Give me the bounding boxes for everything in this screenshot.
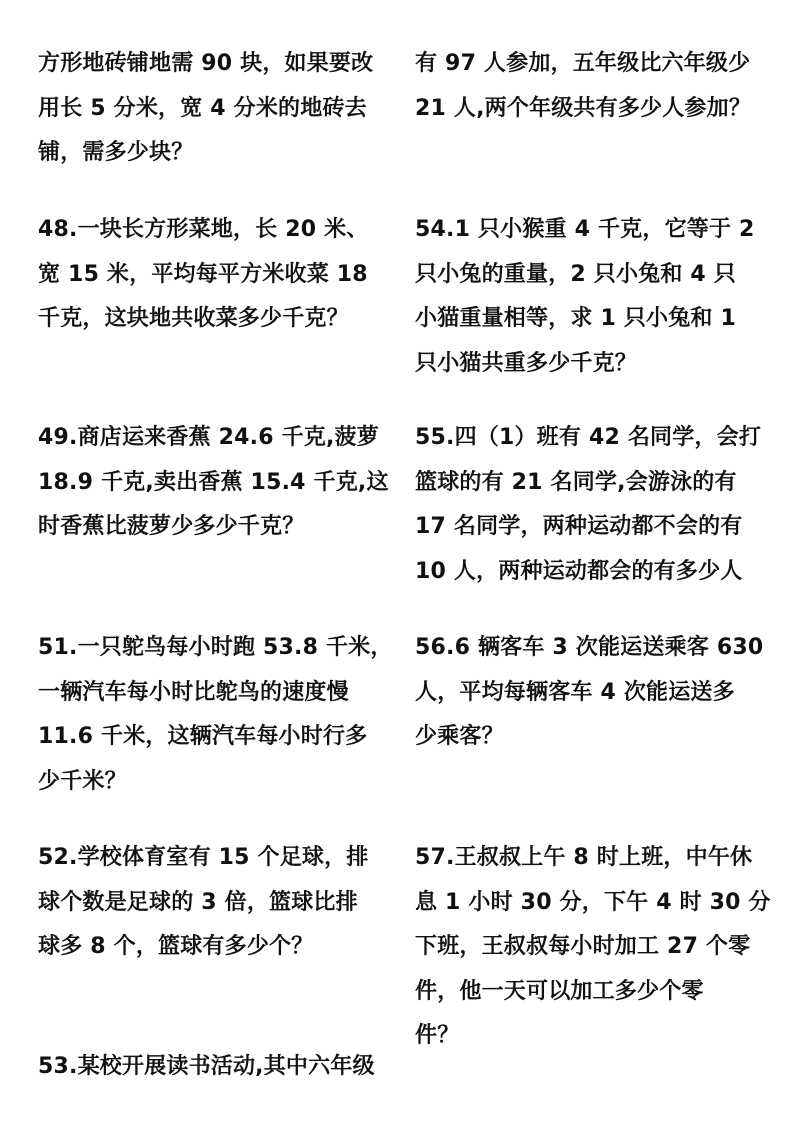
problem-line: 56.6 辆客车 3 次能运送乘客 630 <box>415 635 764 660</box>
problem-line: 件？ <box>415 1023 460 1048</box>
problem-51 <box>38 626 398 804</box>
problem-line: 一辆汽车每小时比鸵鸟的速度慢 <box>38 679 349 705</box>
problem-line: 52.学校体育室有 15 个足球，排 <box>38 845 369 870</box>
problem-52 <box>38 836 398 970</box>
problem-line: 息 1 小时 30 分，下午 4 时 30 分 <box>415 889 771 915</box>
problem-line: 球个数是足球的 3 倍，篮球比排 <box>38 889 358 915</box>
problem-line: 宽 15 米，平均每平方米收菜 18 <box>38 261 368 287</box>
problem-line: 小猫重量相等，求 1 只小兔和 1 <box>415 306 736 331</box>
problem-57 <box>415 836 770 1059</box>
problem-line: 件，他一天可以加工多少个零 <box>415 978 704 1004</box>
problem-line: 千克，这块地共收菜多少千克？ <box>38 306 349 331</box>
problem-line: 48.一块长方形菜地，长 20 米、 <box>38 217 369 242</box>
problem-line: 17 名同学，两种运动都不会的有 <box>415 514 743 539</box>
problem-line: 只小猫共重多少千克？ <box>415 350 638 376</box>
problem-53 <box>38 1045 398 1090</box>
problem-line: 篮球的有 21 名同学,会游泳的有 <box>415 469 737 495</box>
problem-line: 51.一只鸵鸟每小时跑 53.8 千米， <box>38 635 393 660</box>
problem-line: 53.某校开展读书活动,其中六年级 <box>38 1054 375 1079</box>
problem-line: 少千米？ <box>38 768 127 794</box>
problem-line: 21 人,两个年级共有多少人参加？ <box>415 95 752 121</box>
problem-line: 人，平均每辆客车 4 次能运送多 <box>415 679 735 705</box>
problem-line: 下班，王叔叔每小时加工 27 个零 <box>415 934 751 959</box>
problem-line: 用长 5 分米，宽 4 分米的地砖去 <box>38 95 367 121</box>
problem-line: 方形地砖铺地需 90 块，如果要改 <box>38 51 374 76</box>
problem-line: 18.9 千克,卖出香蕉 15.4 千克,这 <box>38 469 389 495</box>
problem-54 <box>415 208 770 386</box>
problem-49 <box>38 416 398 550</box>
problem-line: 少乘客？ <box>415 724 504 749</box>
problem-line: 49.商店运来香蕉 24.6 千克,菠萝 <box>38 425 379 450</box>
problem-line: 10 人，两种运动都会的有多少人 <box>415 558 743 584</box>
problem-line: 只小兔的重量，2 只小兔和 4 只 <box>415 261 736 287</box>
problem-56 <box>415 626 770 760</box>
problem-line: 54.1 只小猴重 4 千克，它等于 2 <box>415 217 755 242</box>
problem-53-continued <box>415 42 770 131</box>
problem-line: 55.四（1）班有 42 名同学，会打 <box>415 425 762 450</box>
problem-48 <box>38 208 398 342</box>
problem-line: 有 97 人参加，五年级比六年级少 <box>415 51 751 76</box>
problem-line: 57.王叔叔上午 8 时上班，中午休 <box>415 845 753 870</box>
problem-47-continued <box>38 42 398 176</box>
problem-line: 铺，需多少块？ <box>38 140 194 165</box>
problem-55 <box>415 416 770 594</box>
problem-line: 球多 8 个，篮球有多少个？ <box>38 934 314 959</box>
problem-line: 11.6 千米，这辆汽车每小时行多 <box>38 724 368 749</box>
problem-line: 时香蕉比菠萝少多少千克？ <box>38 514 305 539</box>
